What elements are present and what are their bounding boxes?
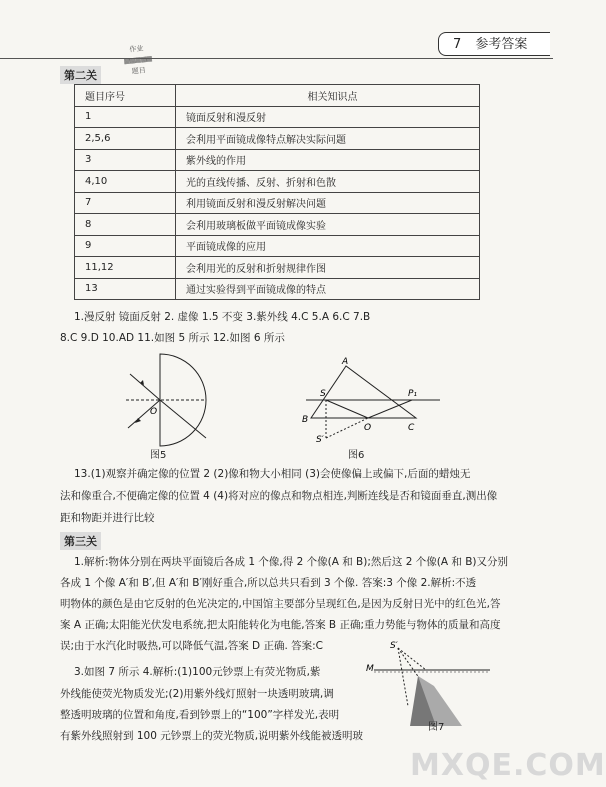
label-a: A: [342, 357, 349, 367]
table-row: [75, 278, 480, 300]
table-cell: 7: [75, 192, 176, 214]
table-cell: 13: [75, 278, 176, 300]
watermark: MXQE.COM: [410, 748, 606, 783]
prism-triangle: [311, 366, 416, 418]
dashed-line: [326, 418, 368, 438]
label-p1: P₁: [408, 389, 418, 399]
s3-line-5: 误;由于水汽化时吸热,可以降低气温,答案 D 正确. 答案:C: [60, 640, 324, 652]
dashed-line: [398, 648, 408, 706]
table-cell: 会利用光的反射和折射规律作图: [176, 257, 480, 279]
table-row: [75, 257, 480, 279]
table-row: [75, 128, 480, 150]
stamp-logo: 作业 ▦▦▦▦▦ 题目: [123, 44, 152, 76]
fig5-caption: 图5: [150, 450, 167, 461]
q3-line-2: 外线能使荧光物质发光;(2)用紫外线灯照射一块透明玻璃,调: [60, 688, 334, 700]
table-cell: 光的直线传播、反射、折射和色散: [176, 171, 480, 193]
table-cell: 通过实验得到平面镜成像的特点: [176, 278, 480, 300]
label-b: B: [302, 415, 309, 425]
table-cell: 会利用玻璃板做平面镜成像实验: [176, 214, 480, 236]
table-row: [75, 171, 480, 193]
label-o: O: [364, 423, 372, 433]
figure-6: [296, 356, 446, 446]
answer-line-2: 8.C 9.D 10.AD 11.如图 5 所示 12.如图 6 所示: [60, 332, 285, 344]
label-s-prime: S′: [390, 641, 398, 651]
label-s: S: [320, 389, 326, 399]
fig7-caption: 图7: [428, 722, 445, 733]
reflected-ray: [368, 400, 412, 418]
q13-line-3: 距和物距并进行比较: [60, 512, 155, 524]
q3-line-3: 整透明玻璃的位置和角度,看到钞票上的“100”字样发光,表明: [60, 709, 340, 721]
s3-line-3: 明物体的颜色是由它反射的色光决定的,中国馆主要部分呈现红色,是因为反射日光中的红色光,答: [60, 598, 501, 610]
table-row: [75, 149, 480, 171]
table-row: [75, 106, 480, 128]
page-number: 7: [453, 37, 462, 52]
table-cell: 4,10: [75, 171, 176, 193]
fig6-caption: 图6: [348, 450, 365, 461]
table-cell: 会利用平面镜成像特点解决实际问题: [176, 128, 480, 150]
refracted-ray: [160, 400, 206, 438]
s3-line-1: 1.解析:物体分别在两块平面镜后各成 1 个像,得 2 个像(A 和 B);然后这 2 个像(A 和 B)又分别: [74, 556, 509, 568]
table-row: [75, 214, 480, 236]
q13-line-1: 13.(1)观察并确定像的位置 2 (2)像和物大小相同 (3)会使像偏上或偏下,后面的蜡烛无: [74, 468, 471, 480]
table-cell: 平面镜成像的应用: [176, 235, 480, 257]
table-header-cell: 题目序号: [75, 85, 176, 107]
incident-ray: [130, 374, 160, 400]
table-cell: 紫外线的作用: [176, 149, 480, 171]
s3-line-2: 各成 1 个像 A′和 B′,但 A′和 B′刚好重合,所以总共只看到 3 个像. 答案:3 个像 2.解析:不透: [60, 577, 477, 589]
table-cell: 利用镜面反射和漫反射解决问题: [176, 192, 480, 214]
knowledge-table: [74, 84, 480, 300]
figure-7: [362, 636, 492, 728]
table-cell: 9: [75, 235, 176, 257]
table-row: [75, 192, 480, 214]
figure-5: [118, 352, 238, 452]
q3-line-1: 3.如图 7 所示 4.解析:(1)100元钞票上有荧光物质,紫: [74, 666, 321, 678]
q13-line-2: 法和像重合,不便确定像的位置 4 (4)将对应的像点和物点相连,判断连线是否和镜面垂直,测出像: [60, 490, 498, 502]
page-header-tab: [438, 32, 550, 56]
answer-line-1: 1.漫反射 镜面反射 2. 虚像 1.5 不变 3.紫外线 4.C 5.A 6.C 7.B: [74, 311, 371, 323]
table-header-cell: 相关知识点: [176, 85, 480, 107]
label-m: M: [366, 664, 374, 674]
dashed-line: [398, 648, 426, 670]
table-cell: 8: [75, 214, 176, 236]
label-s-prime: S′: [316, 435, 324, 445]
incident-ray: [326, 400, 368, 418]
q3-line-4: 有紫外线照射到 100 元钞票上的荧光物质,说明紫外线能被透明玻: [60, 730, 364, 742]
s3-line-4: 案 A 正确;太阳能光伏发电系统,把太阳能转化为电能,答案 B 正确;重力势能与物体的质量和高度: [60, 619, 501, 631]
label-c: C: [408, 423, 415, 433]
point-o-label: O: [150, 407, 158, 417]
table-row: [75, 235, 480, 257]
header-title: 参考答案: [475, 37, 528, 52]
header-rule: [0, 58, 553, 59]
table-cell: 1: [75, 106, 176, 128]
section-label-2: 第二关: [60, 66, 101, 84]
table-header-row: [75, 85, 480, 107]
table-cell: 11,12: [75, 257, 176, 279]
table-cell: 2,5,6: [75, 128, 176, 150]
table-cell: 3: [75, 149, 176, 171]
table-cell: 镜面反射和漫反射: [176, 106, 480, 128]
section-label-3: 第三关: [60, 532, 101, 550]
